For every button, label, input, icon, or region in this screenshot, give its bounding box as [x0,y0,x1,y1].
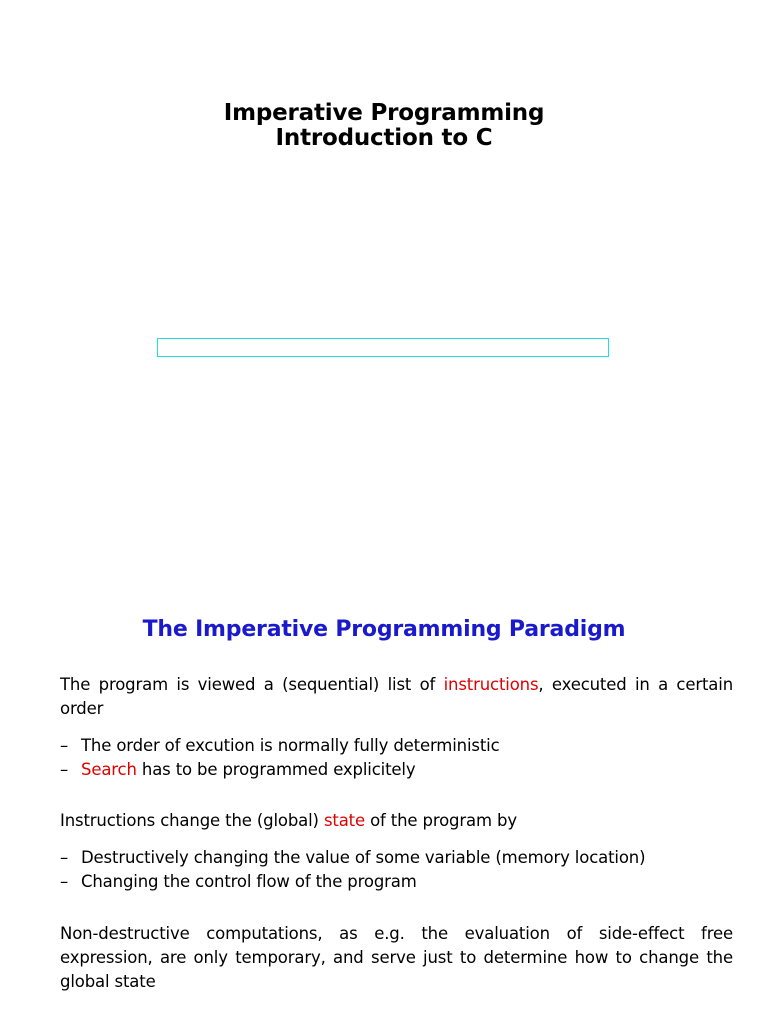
list-item [60,846,740,870]
paragraph-state [60,809,733,833]
list-item-text: has to be programmed explicitely [136,760,416,779]
paragraph-text: Instructions change the (global) [60,811,324,830]
dash-bullet: – [60,872,69,891]
paragraph-text: The program is viewed a (sequential) list of [60,675,444,694]
hyperlink-box[interactable] [157,338,609,357]
list-item-text: Destructively changing the value of some variable (memory location) [81,848,646,867]
paragraph-text: , executed in a certain order [60,675,733,718]
keyword-state: state [323,811,365,830]
list-item-text: The order of excution is normally fully deterministic [81,736,500,755]
slide-title: The Imperative Programming Paradigm [142,617,626,642]
paragraph-non-destructive: Non-destructive computations, as e.g. the evaluation of side-effect free expression, are only temporary, and serve just to determine how to change the global state [60,924,733,991]
presentation-subtitle: Introduction to C [275,125,493,151]
paragraph-text: of the program by [365,811,517,830]
keyword-instructions: instructions [443,675,539,694]
list-item [60,870,740,894]
bullet-list-state-changes [60,846,740,894]
dash-bullet: – [60,760,69,779]
presentation-title: Imperative Programming [223,100,545,126]
dash-bullet: – [60,848,69,867]
list-item-text: Changing the control flow of the program [81,872,417,891]
keyword-search: Search [81,760,137,779]
paragraph-instructions [60,673,733,721]
content-slide [0,600,768,1024]
dash-bullet: – [60,736,69,755]
bullet-list-order [60,734,740,782]
list-item [60,758,740,782]
list-item [60,734,740,758]
